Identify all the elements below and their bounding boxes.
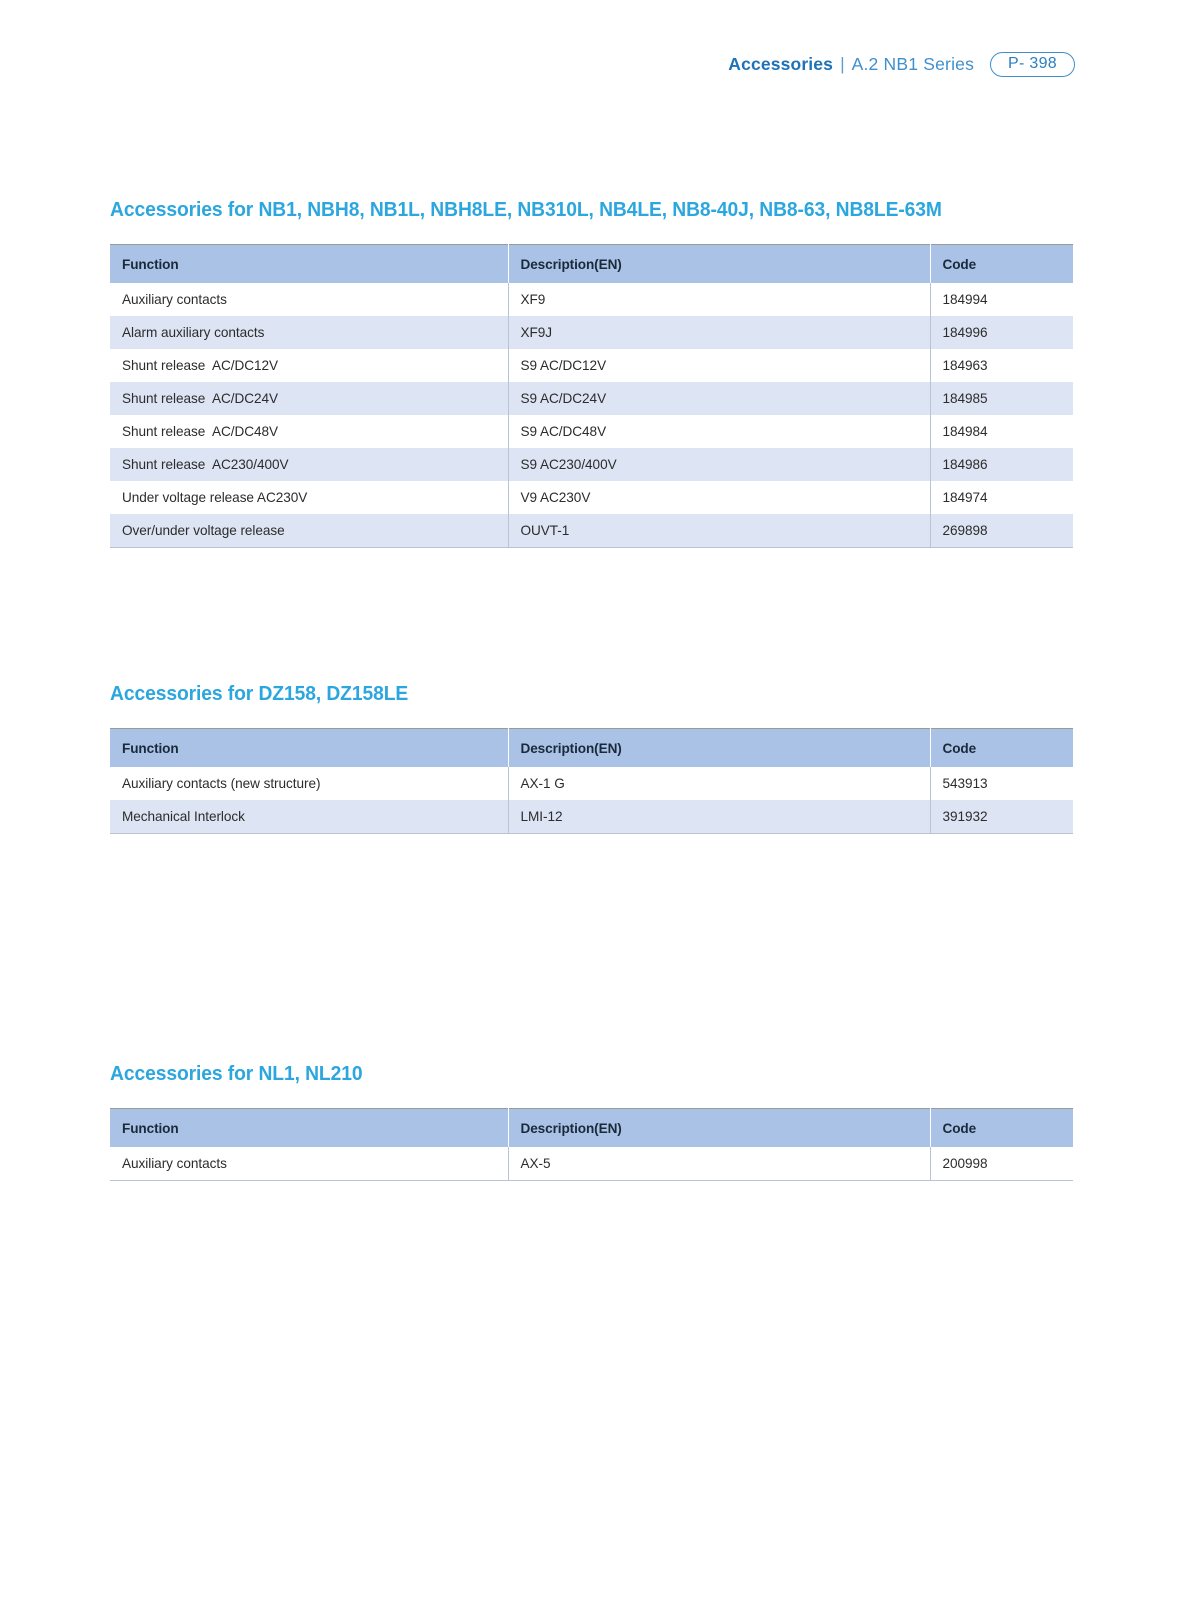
- column-header-code: Code: [930, 729, 1073, 768]
- table-row: [110, 767, 1073, 800]
- cell-description: S9 AC/DC48V: [508, 415, 930, 448]
- section-title: Accessories for DZ158, DZ158LE: [110, 682, 409, 705]
- header-separator: |: [840, 54, 845, 74]
- table-row: [110, 1147, 1073, 1181]
- table-header-row: [110, 245, 1073, 284]
- cell-code: 184963: [930, 349, 1073, 382]
- table-row: [110, 514, 1073, 548]
- cell-code: 184986: [930, 448, 1073, 481]
- cell-description: AX-1 G: [508, 767, 930, 800]
- accessories-section-nl1: [110, 1062, 1073, 1181]
- cell-function: Auxiliary contacts: [110, 1147, 508, 1181]
- column-header-function: Function: [110, 729, 508, 768]
- cell-function: Auxiliary contacts: [110, 283, 508, 316]
- cell-code: 543913: [930, 767, 1073, 800]
- cell-code: 184994: [930, 283, 1073, 316]
- table-header-row: [110, 1109, 1073, 1148]
- accessories-table-dz158: [110, 728, 1073, 834]
- table-row: [110, 481, 1073, 514]
- accessories-section-nb1: [110, 198, 1073, 548]
- cell-function: Shunt release AC/DC24V: [110, 382, 508, 415]
- cell-function: Over/under voltage release: [110, 514, 508, 548]
- cell-code: 184996: [930, 316, 1073, 349]
- section-title: Accessories for NL1, NL210: [110, 1062, 363, 1085]
- header-subtitle: A.2 NB1 Series: [851, 54, 975, 74]
- page-header: [728, 52, 1075, 77]
- cell-description: S9 AC/DC12V: [508, 349, 930, 382]
- table-row: [110, 382, 1073, 415]
- cell-description: V9 AC230V: [508, 481, 930, 514]
- accessories-section-dz158: [110, 682, 1073, 834]
- column-header-description: Description(EN): [508, 245, 930, 284]
- column-header-function: Function: [110, 1109, 508, 1148]
- cell-function: Alarm auxiliary contacts: [110, 316, 508, 349]
- cell-function: Mechanical Interlock: [110, 800, 508, 834]
- column-header-code: Code: [930, 245, 1073, 284]
- column-header-function: Function: [110, 245, 508, 284]
- cell-function: Under voltage release AC230V: [110, 481, 508, 514]
- cell-code: 269898: [930, 514, 1073, 548]
- cell-description: S9 AC/DC24V: [508, 382, 930, 415]
- cell-function: Auxiliary contacts (new structure): [110, 767, 508, 800]
- cell-function: Shunt release AC/DC12V: [110, 349, 508, 382]
- cell-description: AX-5: [508, 1147, 930, 1181]
- accessories-table-nb1: [110, 244, 1073, 548]
- table-row: [110, 448, 1073, 481]
- cell-function: Shunt release AC/DC48V: [110, 415, 508, 448]
- cell-description: XF9J: [508, 316, 930, 349]
- header-title: Accessories: [728, 54, 834, 74]
- accessories-table-nl1: [110, 1108, 1073, 1181]
- table-row: [110, 316, 1073, 349]
- cell-code: 184984: [930, 415, 1073, 448]
- cell-description: OUVT-1: [508, 514, 930, 548]
- cell-code: 184985: [930, 382, 1073, 415]
- table-row: [110, 349, 1073, 382]
- cell-code: 391932: [930, 800, 1073, 834]
- cell-description: LMI-12: [508, 800, 930, 834]
- table-header-row: [110, 729, 1073, 768]
- column-header-code: Code: [930, 1109, 1073, 1148]
- column-header-description: Description(EN): [508, 1109, 930, 1148]
- table-row: [110, 415, 1073, 448]
- table-row: [110, 283, 1073, 316]
- cell-code: 184974: [930, 481, 1073, 514]
- table-row: [110, 800, 1073, 834]
- column-header-description: Description(EN): [508, 729, 930, 768]
- section-title: Accessories for NB1, NBH8, NB1L, NBH8LE, NB310L, NB4LE, NB8-40J, NB8-63, NB8LE-63M: [110, 198, 942, 221]
- page-number-badge: P- 398: [990, 52, 1075, 77]
- cell-code: 200998: [930, 1147, 1073, 1181]
- cell-description: S9 AC230/400V: [508, 448, 930, 481]
- cell-description: XF9: [508, 283, 930, 316]
- cell-function: Shunt release AC230/400V: [110, 448, 508, 481]
